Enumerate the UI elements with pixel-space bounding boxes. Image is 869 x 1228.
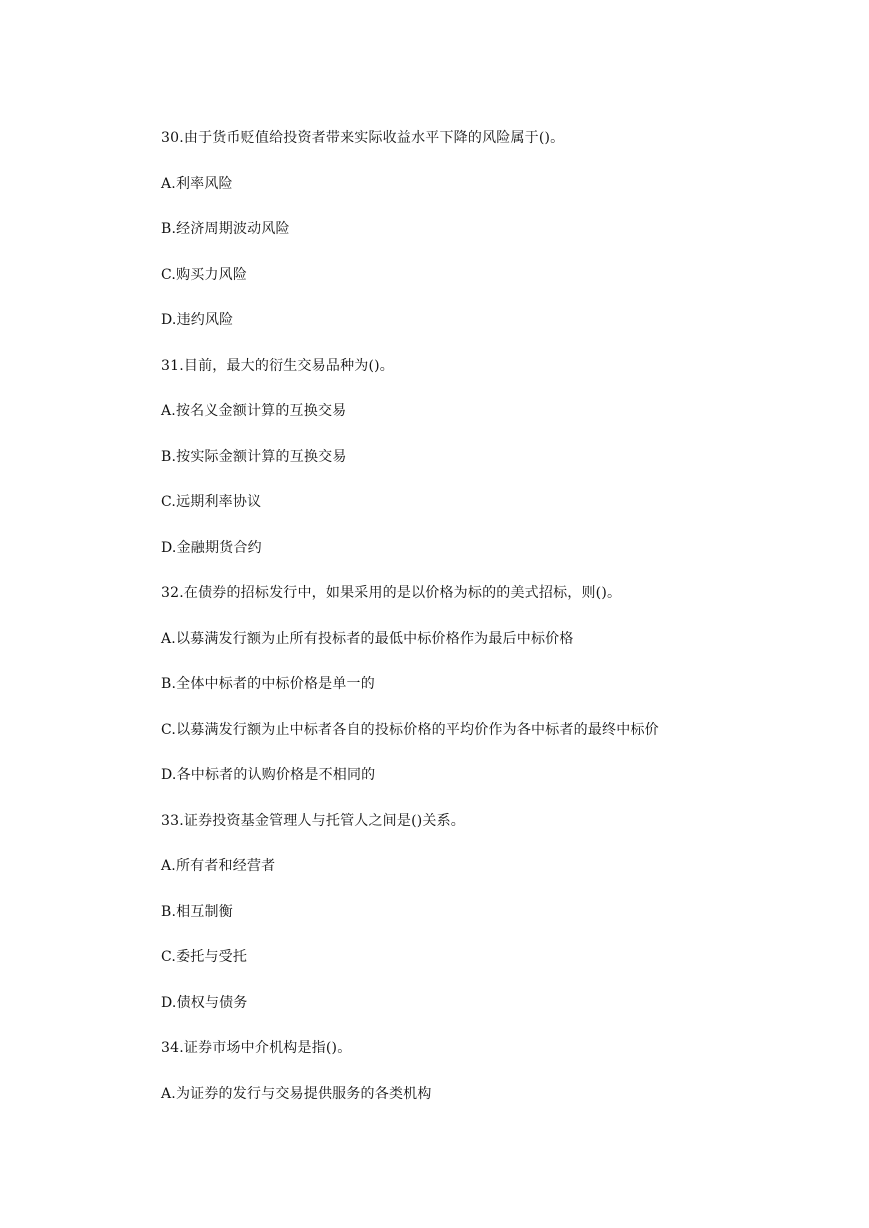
option-34-a: A.为证券的发行与交易提供服务的各类机构 bbox=[161, 1086, 432, 1102]
option-31-b: B.按实际金额计算的互换交易 bbox=[161, 449, 347, 465]
option-30-c: C.购买力风险 bbox=[161, 267, 248, 283]
option-33-d: D.债权与债务 bbox=[161, 995, 248, 1011]
question-31: 31.目前，最大的衍生交易品种为()。 bbox=[161, 358, 394, 374]
option-31-d: D.金融期货合约 bbox=[161, 540, 262, 556]
option-32-b: B.全体中标者的中标价格是单一的 bbox=[161, 676, 375, 692]
option-32-d: D.各中标者的认购价格是不相同的 bbox=[161, 767, 376, 783]
option-32-a: A.以募满发行额为止所有投标者的最低中标价格作为最后中标价格 bbox=[161, 631, 574, 647]
question-33: 33.证券投资基金管理人与托管人之间是()关系。 bbox=[161, 813, 465, 829]
option-33-a: A.所有者和经营者 bbox=[161, 858, 276, 874]
option-33-c: C.委托与受托 bbox=[161, 949, 248, 965]
option-30-d: D.违约风险 bbox=[161, 312, 234, 328]
option-31-a: A.按名义金额计算的互换交易 bbox=[161, 403, 347, 419]
question-34: 34.证券市场中介机构是指()。 bbox=[161, 1040, 352, 1056]
option-30-a: A.利率风险 bbox=[161, 176, 233, 192]
option-33-b: B.相互制衡 bbox=[161, 904, 233, 920]
question-32: 32.在债券的招标发行中，如果采用的是以价格为标的的美式招标，则()。 bbox=[161, 585, 622, 601]
option-32-c: C.以募满发行额为止中标者各自的投标价格的平均价作为各中标者的最终中标价 bbox=[161, 722, 659, 738]
question-30: 30.由于货币贬值给投资者带来实际收益水平下降的风险属于()。 bbox=[161, 130, 565, 146]
option-31-c: C.远期利率协议 bbox=[161, 494, 262, 510]
option-30-b: B.经济周期波动风险 bbox=[161, 221, 290, 237]
